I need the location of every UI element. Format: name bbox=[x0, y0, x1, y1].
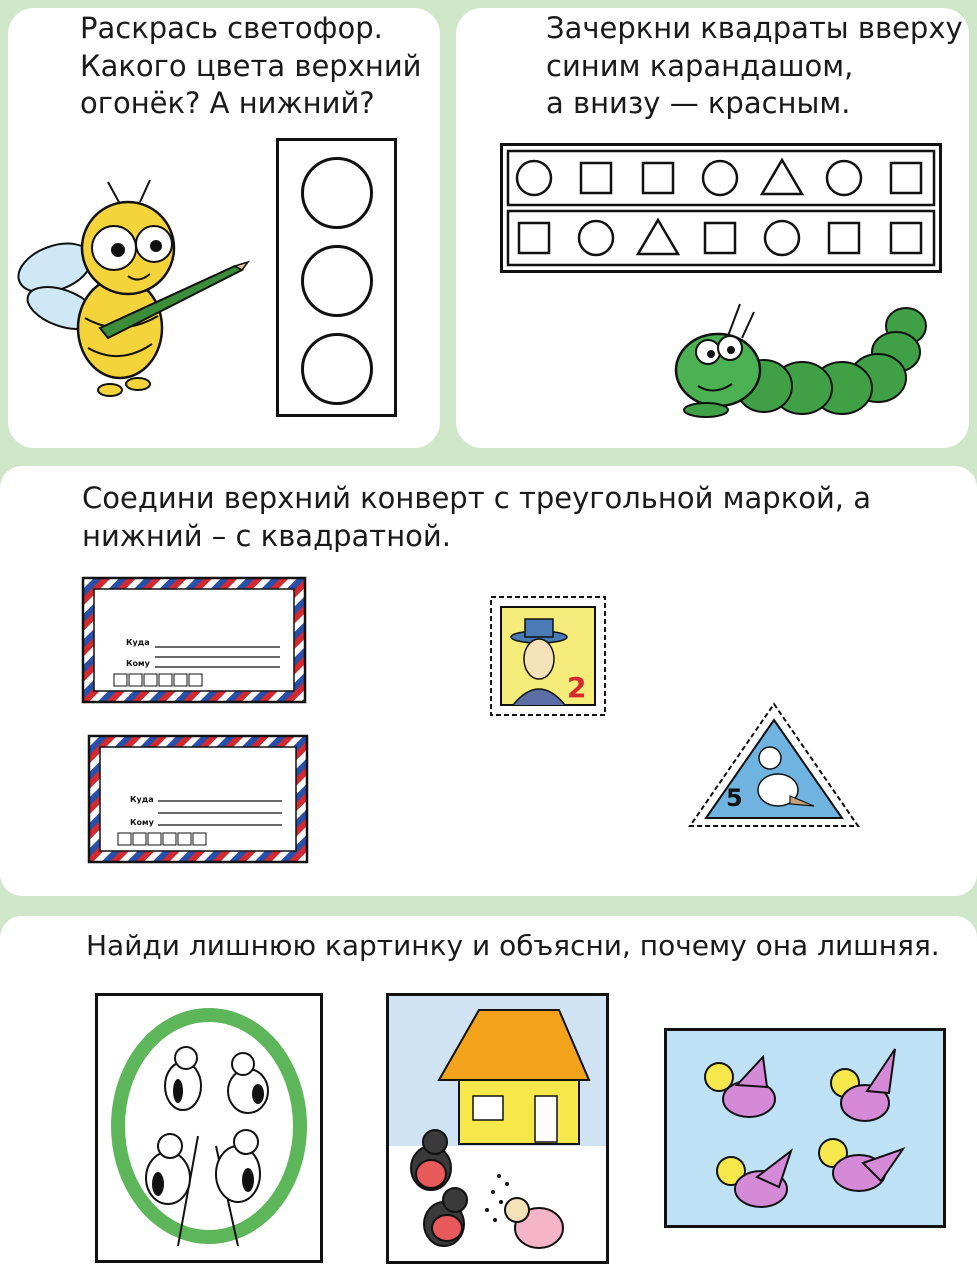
caterpillar-illustration bbox=[668, 300, 938, 420]
traffic-light-middle-lamp[interactable] bbox=[301, 245, 373, 317]
task1-line: огонёк? А нижний? bbox=[80, 86, 375, 121]
stamp-square[interactable] bbox=[487, 593, 609, 719]
stamp-triangle-value: 5 bbox=[726, 784, 743, 812]
flying-birds-svg bbox=[667, 1031, 943, 1225]
traffic-light-bottom-lamp[interactable] bbox=[301, 333, 373, 405]
envelope-to-label: Куда bbox=[126, 638, 150, 647]
envelope-to-label: Куда bbox=[130, 795, 154, 804]
task4-text bbox=[86, 928, 940, 964]
stamp-triangle[interactable] bbox=[686, 700, 862, 830]
house-birds-svg bbox=[389, 996, 606, 1261]
square-shape[interactable] bbox=[891, 163, 921, 193]
circle-shape[interactable] bbox=[765, 221, 799, 255]
task2-line: а внизу — красным. bbox=[546, 86, 851, 121]
task3-line: Соедини верхний конверт с треугольной маркой, а bbox=[82, 481, 872, 515]
envelope-top[interactable] bbox=[80, 575, 308, 705]
circle-shape[interactable] bbox=[579, 221, 613, 255]
envelope-bottom[interactable] bbox=[86, 733, 310, 865]
stamp-square-value: 2 bbox=[567, 671, 587, 704]
picture-house-bullfinches[interactable] bbox=[386, 993, 609, 1264]
square-shape[interactable] bbox=[643, 163, 673, 193]
task1-text bbox=[80, 10, 422, 123]
square-shape[interactable] bbox=[519, 223, 549, 253]
circle-shape[interactable] bbox=[703, 161, 737, 195]
task3-text bbox=[82, 480, 871, 555]
circle-shape[interactable] bbox=[517, 161, 551, 195]
square-shape[interactable] bbox=[581, 163, 611, 193]
task3-line: нижний – с квадратной. bbox=[82, 518, 451, 553]
picture-birds-in-bush[interactable] bbox=[95, 993, 323, 1263]
square-shape[interactable] bbox=[829, 223, 859, 253]
task2-text bbox=[546, 10, 963, 123]
task2-line: Зачеркни квадраты вверху bbox=[546, 11, 963, 45]
bee-illustration bbox=[10, 178, 250, 414]
bush-birds-svg bbox=[98, 996, 320, 1260]
square-shape[interactable] bbox=[705, 223, 735, 253]
shapes-grid[interactable] bbox=[500, 143, 942, 273]
envelope-whom-label: Кому bbox=[130, 818, 154, 827]
task1-line: Какого цвета верхний bbox=[80, 48, 422, 83]
task1-line: Раскрась светофор. bbox=[80, 11, 383, 45]
traffic-light-top-lamp[interactable] bbox=[301, 157, 373, 229]
task2-line: синим карандашом, bbox=[546, 48, 854, 83]
traffic-light[interactable] bbox=[276, 138, 397, 417]
picture-flying-birds[interactable] bbox=[664, 1028, 946, 1228]
circle-shape[interactable] bbox=[827, 161, 861, 195]
envelope-whom-label: Кому bbox=[126, 659, 150, 668]
square-shape[interactable] bbox=[891, 223, 921, 253]
task4-line: Найди лишнюю картинку и объясни, почему она лишняя. bbox=[86, 929, 940, 962]
